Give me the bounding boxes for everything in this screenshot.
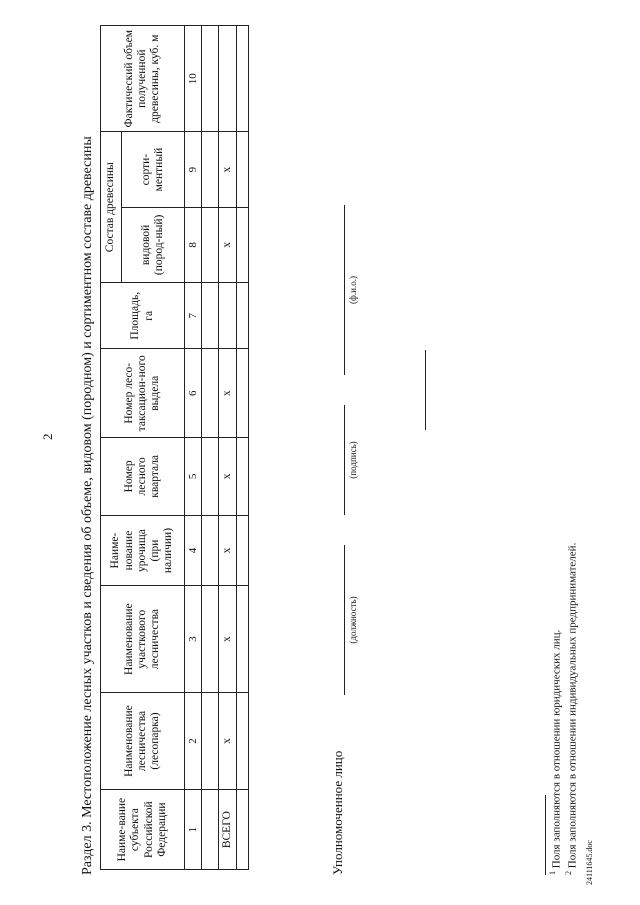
table-cell[interactable] bbox=[202, 790, 219, 870]
signature-caption: (подпись) bbox=[348, 441, 358, 479]
table-cell[interactable] bbox=[237, 349, 249, 438]
total-cell[interactable] bbox=[219, 26, 237, 132]
table-cell[interactable] bbox=[202, 207, 219, 282]
header-allotment: Номер лесо-таксацион-ного выдела bbox=[101, 349, 185, 438]
forest-plots-table bbox=[100, 25, 249, 870]
signature-line[interactable] bbox=[344, 405, 345, 515]
table-cell[interactable] bbox=[237, 586, 249, 692]
table-cell[interactable] bbox=[237, 790, 249, 870]
date-line[interactable] bbox=[425, 350, 426, 430]
total-cell[interactable] bbox=[219, 283, 237, 349]
name-line[interactable] bbox=[344, 205, 345, 375]
table-cell[interactable] bbox=[202, 586, 219, 692]
column-number: 10 bbox=[185, 26, 202, 132]
column-number: 1 bbox=[185, 790, 202, 870]
total-cell: x bbox=[219, 438, 237, 516]
table-cell[interactable] bbox=[202, 438, 219, 516]
name-caption: (ф.и.о.) bbox=[348, 276, 358, 304]
header-tract: Наиме-нование урочища (при наличии) bbox=[101, 515, 185, 586]
table-cell[interactable] bbox=[237, 26, 249, 132]
header-forestry: Наименование лесничества (лесопарка) bbox=[101, 692, 185, 789]
header-composition: Состав древесины bbox=[101, 132, 122, 283]
table-cell[interactable] bbox=[237, 207, 249, 282]
table-cell[interactable] bbox=[237, 132, 249, 207]
footnote-separator bbox=[545, 795, 546, 875]
table-cell[interactable] bbox=[202, 349, 219, 438]
document-code: 24111645.doc bbox=[585, 840, 594, 885]
page-number: 2 bbox=[40, 433, 55, 440]
footnotes bbox=[548, 543, 581, 875]
header-district-forestry: Наименование участкового лесничества bbox=[101, 586, 185, 692]
table-cell[interactable] bbox=[237, 515, 249, 586]
total-cell: x bbox=[219, 692, 237, 789]
table-cell[interactable] bbox=[202, 26, 219, 132]
column-number: 3 bbox=[185, 586, 202, 692]
column-number: 5 bbox=[185, 438, 202, 516]
column-number: 7 bbox=[185, 283, 202, 349]
signature-block bbox=[330, 15, 370, 875]
column-number: 4 bbox=[185, 515, 202, 586]
total-cell: x bbox=[219, 132, 237, 207]
column-number-row bbox=[185, 26, 202, 870]
header-assortment: сорти-ментный bbox=[122, 132, 185, 207]
header-area: Площадь, га bbox=[101, 283, 185, 349]
total-row bbox=[219, 26, 237, 870]
footnote-text: Поля заполняются в отношении индивидуальных предпринимателей. bbox=[567, 542, 580, 869]
total-label: ВСЕГО bbox=[219, 790, 237, 870]
footnote-2 bbox=[564, 543, 580, 875]
authorized-person-label: Уполномоченное лицо bbox=[330, 750, 345, 875]
total-cell: x bbox=[219, 349, 237, 438]
position-caption: (должность) bbox=[348, 596, 358, 644]
footnote-1 bbox=[548, 543, 564, 875]
rotated-sheet bbox=[0, 10, 600, 890]
footnote-mark: 1 bbox=[548, 871, 557, 875]
header-species: видовой (пород-ный) bbox=[122, 207, 185, 282]
table-cell[interactable] bbox=[237, 692, 249, 789]
section-title: Раздел 3. Местоположение лесных участков и сведения об объеме, видовом (породном) и сортиментном составе древесины bbox=[80, 136, 95, 875]
position-line[interactable] bbox=[344, 545, 345, 695]
total-cell: x bbox=[219, 515, 237, 586]
header-subject: Наиме-вание субъекта Российской Федерации bbox=[101, 790, 185, 870]
footnote-mark: 2 bbox=[564, 871, 574, 875]
column-number: 9 bbox=[185, 132, 202, 207]
total-cell: x bbox=[219, 207, 237, 282]
column-number: 2 bbox=[185, 692, 202, 789]
table-cell[interactable] bbox=[237, 283, 249, 349]
table-cell[interactable] bbox=[237, 438, 249, 516]
table-row bbox=[202, 26, 219, 870]
footnote-text: Поля заполняются в отношении юридических лиц. bbox=[550, 629, 563, 869]
column-number: 8 bbox=[185, 207, 202, 282]
header-quarter: Номер лесного квартала bbox=[101, 438, 185, 516]
table-row bbox=[237, 26, 249, 870]
table-cell[interactable] bbox=[202, 692, 219, 789]
total-cell: x bbox=[219, 586, 237, 692]
header-volume: Фактический объем полученной древесины, куб. м bbox=[101, 26, 185, 132]
table-cell[interactable] bbox=[202, 283, 219, 349]
column-number: 6 bbox=[185, 349, 202, 438]
table-cell[interactable] bbox=[202, 132, 219, 207]
table-cell[interactable] bbox=[202, 515, 219, 586]
